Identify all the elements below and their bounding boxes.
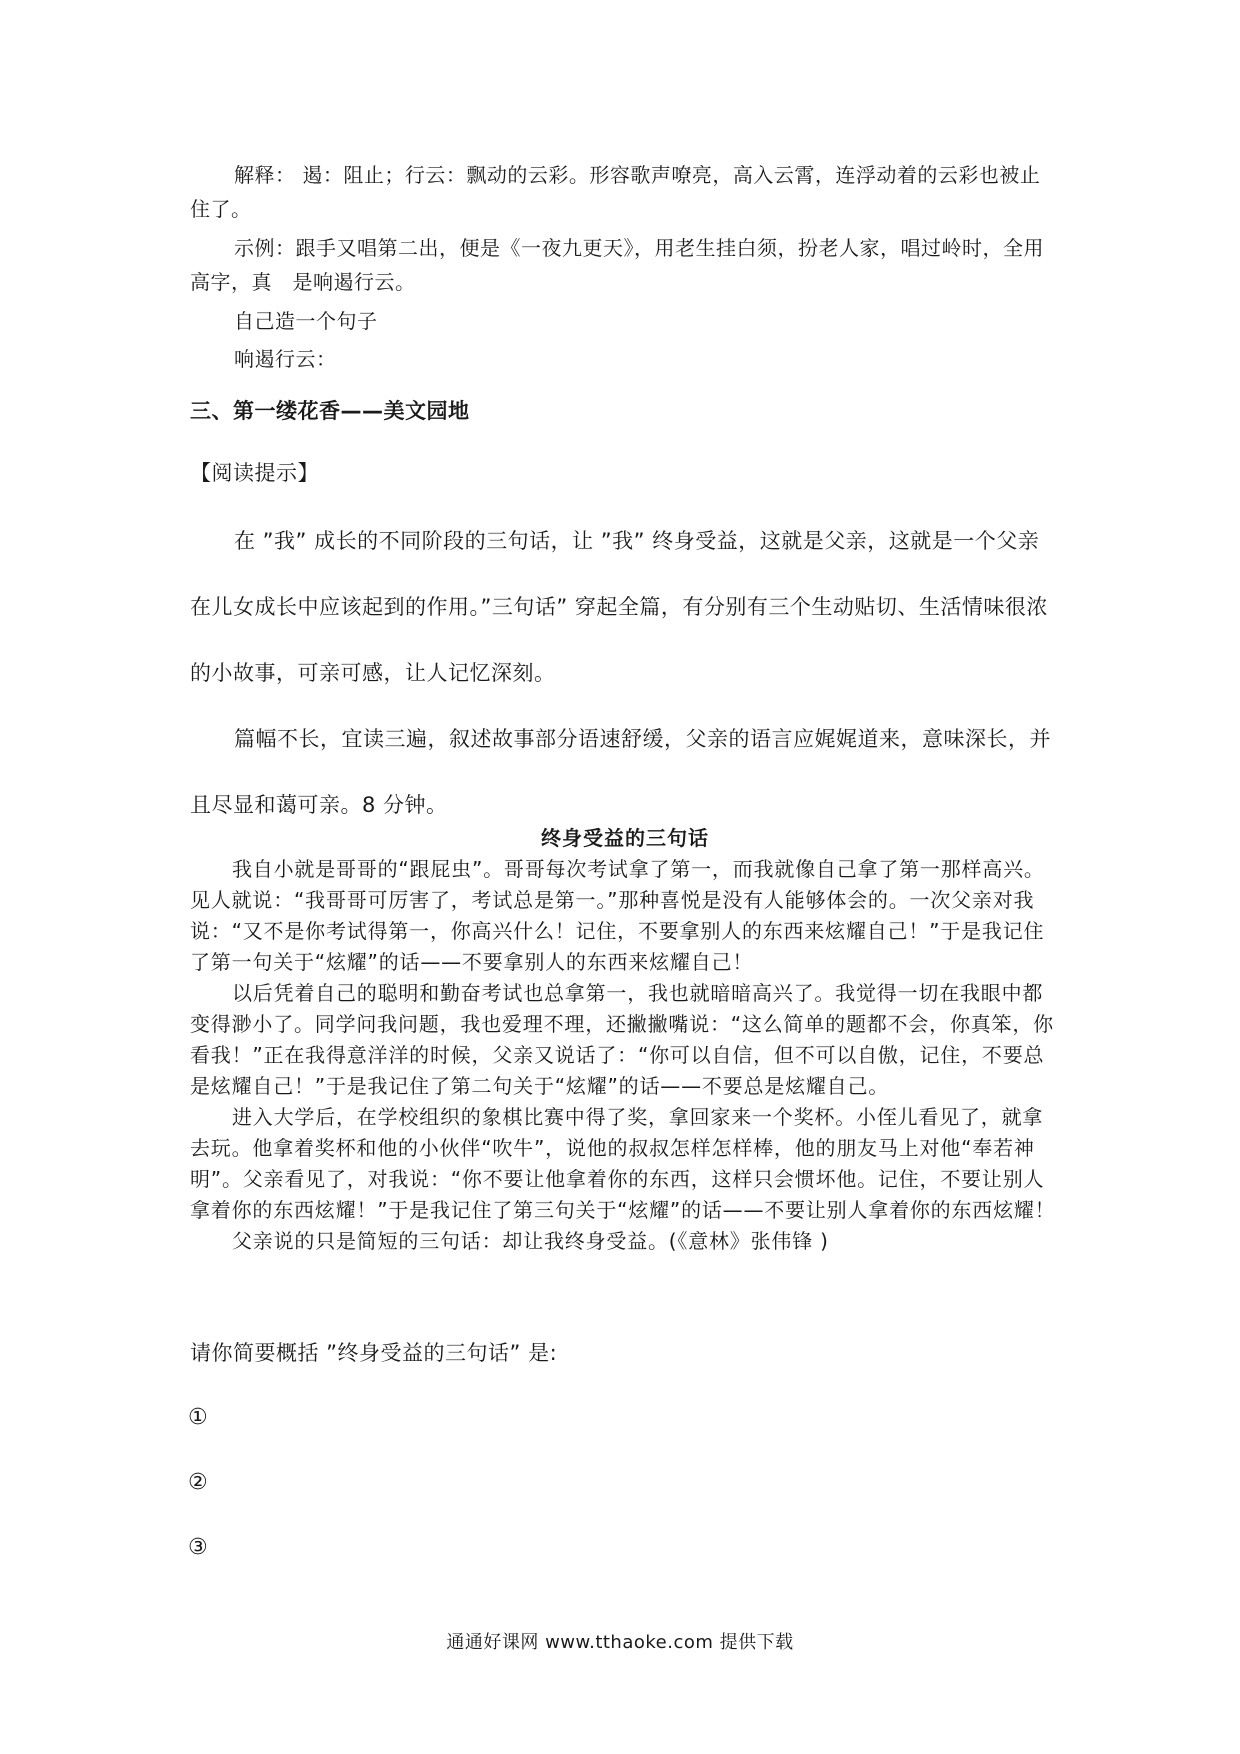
reading-hint-title: 【阅读提示】 [190,461,319,485]
question-prompt: 请你简要概括 ”终身受益的三句话” 是: [190,1341,558,1365]
section-heading: 三、第一缕花香——美文园地 [190,399,470,423]
story-paragraph-4: 父亲说的只是简短的三句话：却让我终身受益。(《意林》张伟锋 ) [232,1229,829,1253]
answer-blank-2: ② [188,1470,208,1495]
sentence-task: 自己造一个句子 [234,309,378,333]
answer-blank-1: ① [188,1405,208,1430]
reading-hint-paragraph-1: 在 ”我” 成长的不同阶段的三句话，让 ”我” 终身受益，这就是父亲，这就是一个父亲在儿女成长中应该起到的作用。”三句话” 穿起全篇，有分别有三个生动贴切、生活情味很浓的小故事，可亲可感，让人记忆深刻。 [190,529,1048,685]
answer-label: 响遏行云： [234,347,337,371]
page-footer: 通通好课网 www.tthaoke.com 提供下载 [446,1632,794,1653]
story-paragraph-1: 我自小就是哥哥的“跟屁虫”。哥哥每次考试拿了第一，而我就像自己拿了第一那样高兴。见人就说：“我哥哥可厉害了，考试总是第一。”那种喜悦是没有人能够体会的。一次父亲对我说：“又不是你考试得第一，你高兴什么！记住，不要拿别人的东西来炫耀自己！”于是我记住了第一句关于“炫耀”的话——不要拿别人的东西来炫耀自己！ [190,857,1045,974]
idiom-example: 示例：跟手又唱第二出，便是《一夜九更天》，用老生挂白须，扮老人家，唱过岭时，全用高字，真 是响遏行云。 [190,236,1044,294]
idiom-explanation: 解释： 遏：阻止；行云：飘动的云彩。形容歌声嘹亮，高入云霄，连浮动着的云彩也被止住了。 [190,163,1041,221]
story-paragraph-3: 进入大学后，在学校组织的象棋比赛中得了奖，拿回家来一个奖杯。小侄儿看见了，就拿去玩。他拿着奖杯和他的小伙伴“吹牛”，说他的叔叔怎样怎样棒，他的朋友马上对他“奉若神明”。父亲看见了，对我说：“你不要让他拿着你的东西，这样只会惯坏他。记住，不要让别人拿着你的东西炫耀！”于是我记住了第三句关于“炫耀”的话——不要让别人拿着你的东西炫耀！ [190,1105,1056,1222]
story-paragraph-2: 以后凭着自己的聪明和勤奋考试也总拿第一，我也就暗暗高兴了。我觉得一切在我眼中都变得渺小了。同学问我问题，我也爱理不理，还撇撇嘴说：“这么简单的题都不会，你真笨，你看我！”正在我得意洋洋的时候，父亲又说话了：“你可以自信，但不可以自傲，记住，不要总是炫耀自己！”于是我记住了第二句关于“炫耀”的话——不要总是炫耀自己。 [190,981,1054,1098]
story-body [190,854,1060,1257]
story-title: 终身受益的三句话 [541,826,709,850]
answer-blank-3: ③ [188,1535,208,1560]
reading-hint-paragraph-2: 篇幅不长，宜读三遍，叙述故事部分语速舒缓，父亲的语言应娓娓道来，意味深长，并且尽显和蔼可亲。8 分钟。 [190,727,1051,817]
